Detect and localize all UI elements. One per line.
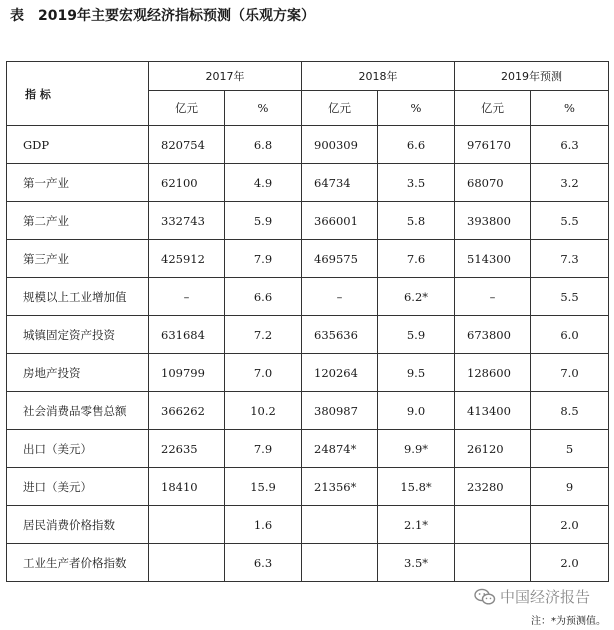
unit-header: % xyxy=(225,91,302,126)
table-cell xyxy=(149,544,225,582)
table-cell: 6.3 xyxy=(225,544,302,582)
table-cell: 7.0 xyxy=(531,354,609,392)
table-cell: 673800 xyxy=(455,316,531,354)
table-cell: 26120 xyxy=(455,430,531,468)
table-cell: 18410 xyxy=(149,468,225,506)
watermark xyxy=(474,586,590,607)
table-title-prefix: 表 xyxy=(10,8,24,24)
table-cell xyxy=(302,506,378,544)
table-cell: – xyxy=(149,278,225,316)
table-cell xyxy=(149,506,225,544)
table-row xyxy=(7,240,609,278)
macro-indicator-table xyxy=(6,61,609,582)
table-cell: 6.6 xyxy=(378,126,455,164)
table-cell: 6.6 xyxy=(225,278,302,316)
table-cell: 6.2* xyxy=(378,278,455,316)
table-cell: 23280 xyxy=(455,468,531,506)
table-cell: 366262 xyxy=(149,392,225,430)
table-cell: 15.9 xyxy=(225,468,302,506)
table-cell: 6.3 xyxy=(531,126,609,164)
table-cell: 5.9 xyxy=(225,202,302,240)
table-cell: 128600 xyxy=(455,354,531,392)
table-cell: 900309 xyxy=(302,126,378,164)
unit-header: 亿元 xyxy=(149,91,225,126)
row-label: 居民消费价格指数 xyxy=(7,506,149,544)
row-label: 工业生产者价格指数 xyxy=(7,544,149,582)
table-cell: 380987 xyxy=(302,392,378,430)
row-label: 社会消费品零售总额 xyxy=(7,392,149,430)
table-cell: 3.2 xyxy=(531,164,609,202)
table-cell: 8.5 xyxy=(531,392,609,430)
row-label: 城镇固定资产投资 xyxy=(7,316,149,354)
row-label: 规模以上工业增加值 xyxy=(7,278,149,316)
table-row xyxy=(7,354,609,392)
table-cell: 4.9 xyxy=(225,164,302,202)
table-cell: 393800 xyxy=(455,202,531,240)
table-cell: 5 xyxy=(531,430,609,468)
header-row-years xyxy=(7,62,609,91)
table-cell: 514300 xyxy=(455,240,531,278)
table-row xyxy=(7,202,609,240)
table-body xyxy=(7,126,609,582)
table-cell: 10.2 xyxy=(225,392,302,430)
table-cell: 5.9 xyxy=(378,316,455,354)
table-cell: 9.9* xyxy=(378,430,455,468)
year-header-2017: 2017年 xyxy=(149,62,302,91)
table-cell: 7.2 xyxy=(225,316,302,354)
table-cell: 2.1* xyxy=(378,506,455,544)
table-cell: 425912 xyxy=(149,240,225,278)
table-row xyxy=(7,430,609,468)
table-cell: 9.0 xyxy=(378,392,455,430)
row-label: 第二产业 xyxy=(7,202,149,240)
table-cell: 2.0 xyxy=(531,544,609,582)
table-cell: 5.8 xyxy=(378,202,455,240)
table-cell: 120264 xyxy=(302,354,378,392)
table-cell: – xyxy=(302,278,378,316)
year-header-2018: 2018年 xyxy=(302,62,455,91)
table-row xyxy=(7,164,609,202)
wechat-icon xyxy=(474,588,496,606)
unit-header: % xyxy=(378,91,455,126)
table-cell xyxy=(455,506,531,544)
table-cell: 5.5 xyxy=(531,202,609,240)
table-row xyxy=(7,544,609,582)
row-label: 第一产业 xyxy=(7,164,149,202)
table-cell: 109799 xyxy=(149,354,225,392)
row-label: 出口（美元） xyxy=(7,430,149,468)
year-header-2019-forecast: 2019年预测 xyxy=(455,62,609,91)
watermark-text: 中国经济报告 xyxy=(500,588,591,606)
table-cell: 3.5 xyxy=(378,164,455,202)
table-cell: 1.6 xyxy=(225,506,302,544)
table-row xyxy=(7,506,609,544)
table-cell: 7.9 xyxy=(225,430,302,468)
unit-header: 亿元 xyxy=(455,91,531,126)
table-cell: 6.0 xyxy=(531,316,609,354)
table-cell: 22635 xyxy=(149,430,225,468)
table-cell: 469575 xyxy=(302,240,378,278)
table-cell: 24874* xyxy=(302,430,378,468)
table-cell xyxy=(455,544,531,582)
table-cell: 413400 xyxy=(455,392,531,430)
table-cell: 976170 xyxy=(455,126,531,164)
table-cell: 68070 xyxy=(455,164,531,202)
table-title xyxy=(10,6,315,26)
table-cell: 631684 xyxy=(149,316,225,354)
indicator-header: 指 标 xyxy=(7,62,149,126)
table-cell: 62100 xyxy=(149,164,225,202)
table-cell: 2.0 xyxy=(531,506,609,544)
table-cell: – xyxy=(455,278,531,316)
table-cell: 15.8* xyxy=(378,468,455,506)
table-cell: 7.9 xyxy=(225,240,302,278)
table-row xyxy=(7,278,609,316)
table-cell: 7.0 xyxy=(225,354,302,392)
table-cell: 7.6 xyxy=(378,240,455,278)
unit-header: 亿元 xyxy=(302,91,378,126)
table-cell: 64734 xyxy=(302,164,378,202)
table-cell: 6.8 xyxy=(225,126,302,164)
table-cell: 635636 xyxy=(302,316,378,354)
table-row xyxy=(7,392,609,430)
table-cell: 9 xyxy=(531,468,609,506)
table-title-text: 2019年主要宏观经济指标预测（乐观方案） xyxy=(38,8,315,24)
table-cell xyxy=(302,544,378,582)
row-label: 房地产投资 xyxy=(7,354,149,392)
table-row xyxy=(7,316,609,354)
table-cell: 3.5* xyxy=(378,544,455,582)
table-cell: 21356* xyxy=(302,468,378,506)
table-cell: 366001 xyxy=(302,202,378,240)
table-cell: 5.5 xyxy=(531,278,609,316)
footnote: 注：*为预测值。 xyxy=(531,616,606,627)
unit-header: % xyxy=(531,91,609,126)
row-label: 第三产业 xyxy=(7,240,149,278)
table-cell: 9.5 xyxy=(378,354,455,392)
row-label: GDP xyxy=(7,126,149,164)
table-cell: 332743 xyxy=(149,202,225,240)
table-row xyxy=(7,126,609,164)
table-cell: 820754 xyxy=(149,126,225,164)
table-cell: 7.3 xyxy=(531,240,609,278)
table-row xyxy=(7,468,609,506)
row-label: 进口（美元） xyxy=(7,468,149,506)
